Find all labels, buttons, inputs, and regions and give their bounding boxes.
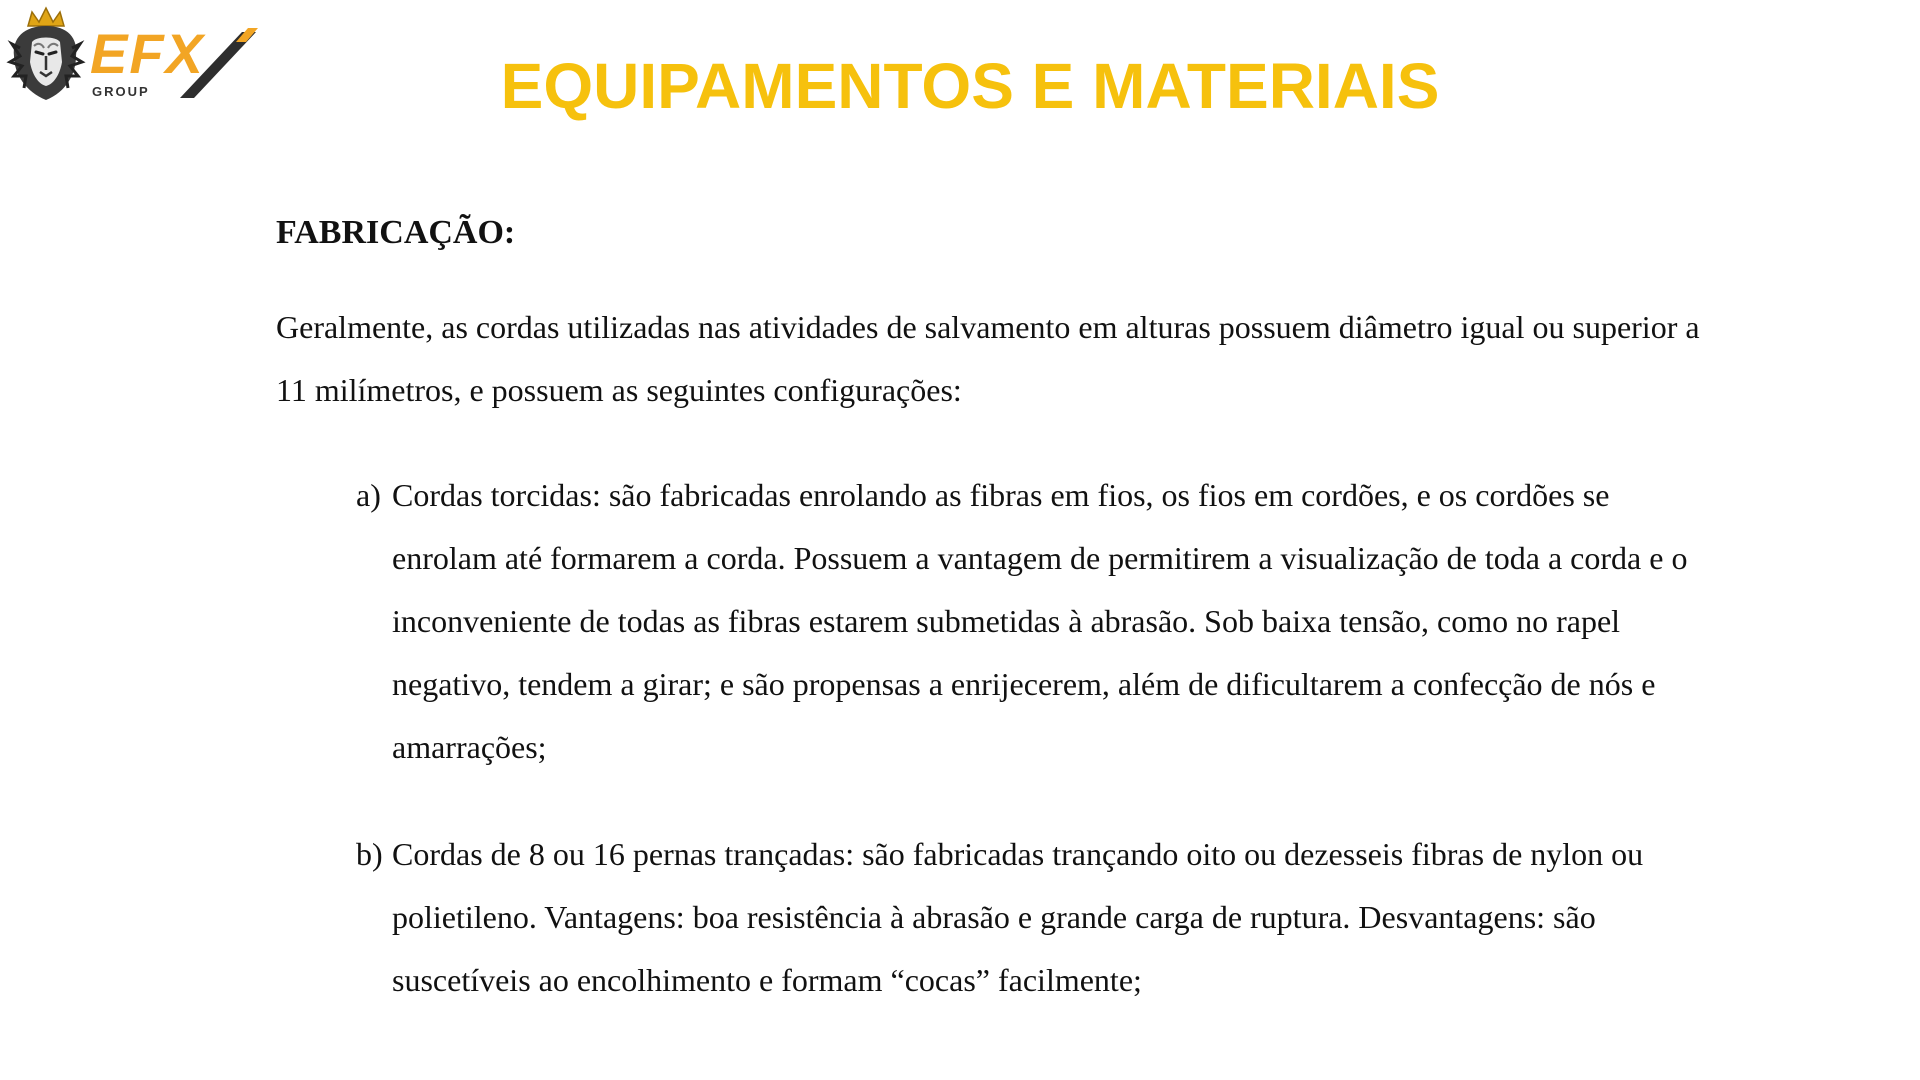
slash-decoration-icon [176, 22, 260, 102]
content-body [276, 210, 1736, 1012]
brand-subtitle: GROUP [92, 84, 150, 99]
intro-paragraph: Geralmente, as cordas utilizadas nas atividades de salvamento em alturas possuem diâmetro igual ou superior a 11 milímetros, e possuem as seguintes configurações: [276, 309, 1700, 408]
list-item-text: Cordas torcidas: são fabricadas enrolando as fibras em fios, os fios em cordões, e os cordões se enrolam até formarem a corda. Possuem a vantagem de permitirem a visualização de toda a corda e o inconveniente de todas as fibras estarem submetidas à abrasão. Sob baixa tensão, como no rapel negativo, tendem a girar; e são propensas a enrijecerem, além de dificultarem a confecção de nós e amarrações; [392, 477, 1688, 765]
company-logo [6, 4, 258, 104]
section-heading: FABRICAÇÃO: [276, 214, 516, 251]
list-item-text: Cordas de 8 ou 16 pernas trançadas: são fabricadas trançando oito ou dezesseis fibras de nylon ou polietileno. Vantagens: boa resistência à abrasão e grande carga de ruptura. Desvantagens: são suscetíveis ao encolhimento e formam “cocas” facilmente; [392, 836, 1644, 998]
list-marker: a) [356, 477, 381, 513]
lion-crown-icon [6, 4, 86, 104]
list-item [356, 823, 1736, 1012]
list-item [356, 464, 1736, 779]
brand-name: EFX [90, 22, 205, 85]
slide-title: EQUIPAMENTOS E MATERIAIS [500, 50, 1440, 122]
list-marker: b) [356, 836, 383, 872]
configuration-list [276, 464, 1736, 1012]
